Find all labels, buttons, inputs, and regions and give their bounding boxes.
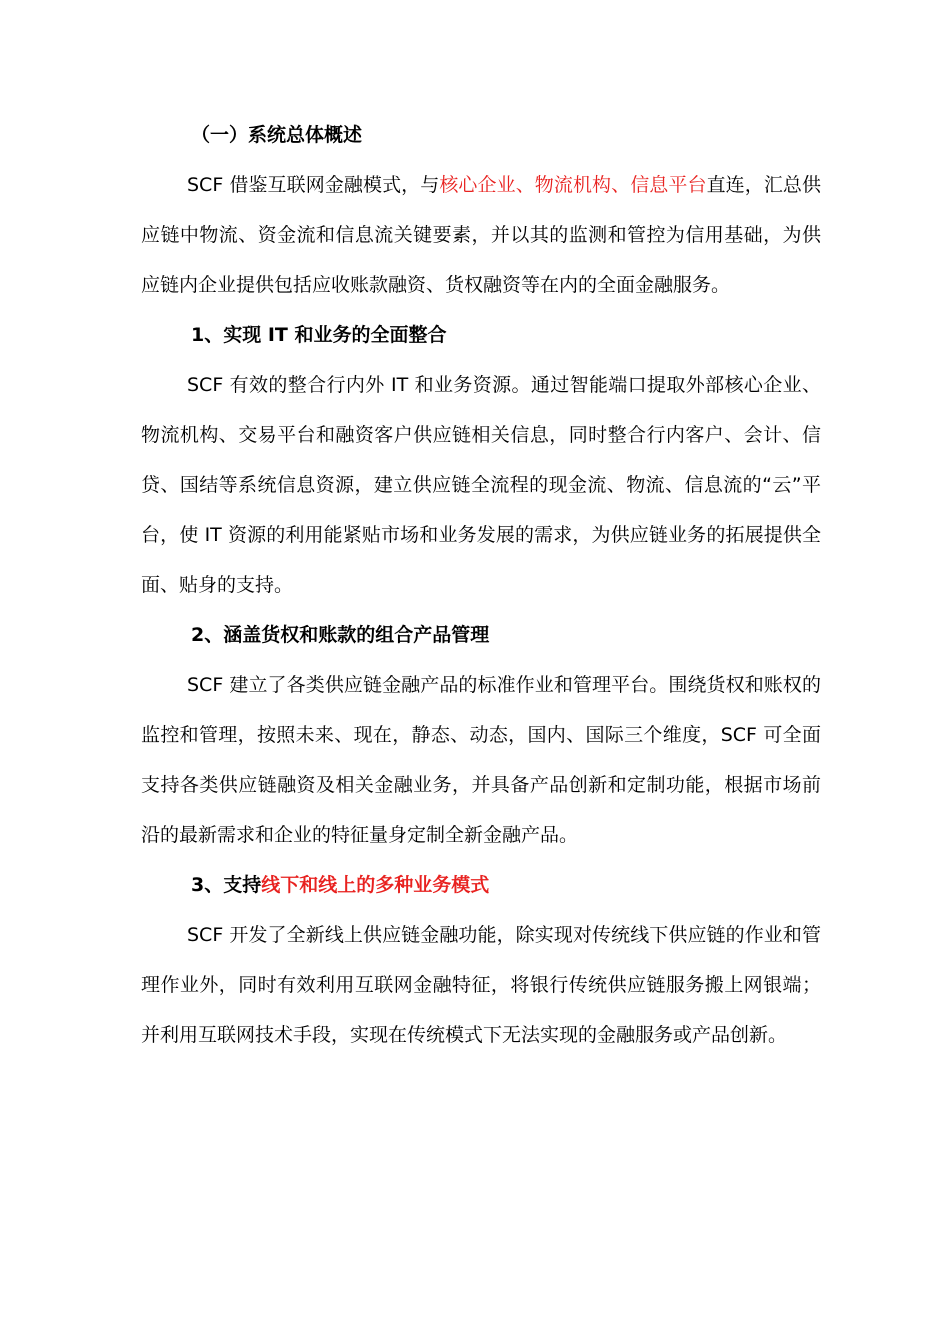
item1-title: 1、实现 IT 和业务的全面整合: [191, 324, 447, 346]
item3-title: [141, 860, 821, 910]
overview-paragraph: [141, 160, 821, 310]
document-page: [141, 110, 821, 1060]
overview-text-post: 直连，汇总供应链中物流、资金流和信息流关键要素，并以其的监测和管控为信用基础，为供应链内企业提供包括应收账款融资、货权融资等在内的全面金融服务。: [141, 174, 821, 296]
item1-paragraph: SCF 有效的整合行内外 IT 和业务资源。通过智能端口提取外部核心企业、物流机构、交易平台和融资客户供应链相关信息，同时整合行内客户、会计、信贷、国结等系统信息资源，建立供应链全流程的现金流、物流、信息流的“云”平台，使 IT 资源的利用能紧贴市场和业务发展的需求，为供应链业务的拓展提供全面、贴身的支持。: [141, 374, 821, 596]
section-title: （一）系统总体概述: [191, 124, 363, 146]
overview-text-pre: SCF 借鉴互联网金融模式，与: [187, 174, 440, 196]
item3-title-pre: 3、支持: [191, 874, 262, 896]
item2-paragraph: SCF 建立了各类供应链金融产品的标准作业和管理平台。围绕货权和账权的监控和管理，按照未来、现在，静态、动态，国内、国际三个维度，SCF 可全面支持各类供应链融资及相关金融业务，并具备产品创新和定制功能，根据市场前沿的最新需求和企业的特征量身定制全新金融产品。: [141, 674, 821, 846]
item2-title: 2、涵盖货权和账款的组合产品管理: [191, 624, 490, 646]
overview-highlight: 核心企业、物流机构、信息平台: [439, 174, 707, 196]
item3-title-highlight: 线下和线上的多种业务模式: [261, 874, 490, 896]
item3-paragraph: SCF 开发了全新线上供应链金融功能，除实现对传统线下供应链的作业和管理作业外，同时有效利用互联网金融特征，将银行传统供应链服务搬上网银端；并利用互联网技术手段，实现在传统模式下无法实现的金融服务或产品创新。: [141, 924, 821, 1046]
